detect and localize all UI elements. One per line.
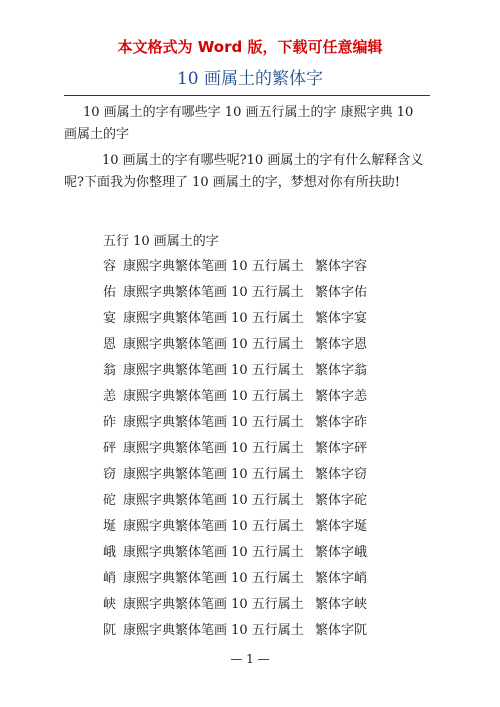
list-item	[103, 284, 367, 310]
list-item	[103, 258, 367, 284]
entry-description: 康熙字典繁体笔画 10 五行属土	[123, 623, 304, 638]
entry-traditional: 繁体字容	[315, 259, 368, 274]
list-item	[103, 388, 367, 414]
list-item	[103, 518, 367, 544]
intro-paragraph: 10 画属土的字有哪些字 10 画五行属土的字 康熙字典 10 画属土的字	[64, 105, 414, 142]
entry-traditional: 繁体字佑	[315, 285, 368, 300]
entry-traditional: 繁体字峨	[315, 545, 368, 560]
entry-character: 宴	[103, 311, 117, 326]
entry-traditional: 繁体字峭	[315, 571, 368, 586]
entry-description: 康熙字典繁体笔画 10 五行属土	[123, 389, 304, 404]
list-item	[103, 596, 367, 622]
entry-traditional: 繁体字砰	[315, 441, 368, 456]
entry-description: 康熙字典繁体笔画 10 五行属土	[123, 597, 304, 612]
entry-traditional: 繁体字宴	[315, 311, 368, 326]
list-item	[103, 492, 367, 518]
list-item	[103, 310, 367, 336]
entry-traditional: 繁体字阢	[315, 623, 368, 638]
entry-description: 康熙字典繁体笔画 10 五行属土	[123, 259, 304, 274]
download-banner: 本文格式为 Word 版，下载可任意编辑	[117, 38, 383, 56]
list-item	[103, 362, 367, 388]
entry-description: 康熙字典繁体笔画 10 五行属土	[123, 311, 304, 326]
entry-character: 窃	[103, 467, 117, 482]
entry-character: 砣	[103, 493, 117, 508]
list-item	[103, 570, 367, 596]
entry-character: 砰	[103, 441, 117, 456]
entry-character: 容	[103, 259, 117, 274]
entry-character: 翁	[103, 363, 117, 378]
entry-description: 康熙字典繁体笔画 10 五行属土	[123, 467, 304, 482]
entry-description: 康熙字典繁体笔画 10 五行属土	[123, 285, 304, 300]
entry-description: 康熙字典繁体笔画 10 五行属土	[123, 571, 304, 586]
entry-traditional: 繁体字砟	[315, 415, 368, 430]
list-item	[103, 622, 367, 648]
character-list	[103, 258, 367, 648]
document-title: 10 画属土的繁体字	[176, 69, 324, 89]
entry-description: 康熙字典繁体笔画 10 五行属土	[123, 519, 304, 534]
entry-character: 阢	[103, 623, 117, 638]
list-item	[103, 466, 367, 492]
list-item	[103, 336, 367, 362]
entry-traditional: 繁体字砣	[315, 493, 368, 508]
entry-character: 佑	[103, 285, 117, 300]
section-heading: 五行 10 画属土的字	[103, 234, 219, 249]
list-item	[103, 544, 367, 570]
entry-character: 峡	[103, 597, 117, 612]
body-paragraph: 10 画属土的字有哪些呢?10 画属土的字有什么解释含义呢?下面我为你整理了 10 画属土的字，梦想对你有所扶助!	[64, 153, 424, 190]
list-item	[103, 414, 367, 440]
entry-traditional: 繁体字恩	[315, 337, 368, 352]
entry-description: 康熙字典繁体笔画 10 五行属土	[123, 545, 304, 560]
entry-description: 康熙字典繁体笔画 10 五行属土	[123, 441, 304, 456]
title-divider	[64, 95, 430, 96]
entry-character: 恙	[103, 389, 117, 404]
entry-character: 峭	[103, 571, 117, 586]
entry-character: 峨	[103, 545, 117, 560]
list-item	[103, 440, 367, 466]
entry-description: 康熙字典繁体笔画 10 五行属土	[123, 337, 304, 352]
entry-traditional: 繁体字峡	[315, 597, 368, 612]
entry-description: 康熙字典繁体笔画 10 五行属土	[123, 493, 304, 508]
entry-description: 康熙字典繁体笔画 10 五行属土	[123, 363, 304, 378]
entry-traditional: 繁体字翁	[315, 363, 368, 378]
entry-traditional: 繁体字埏	[315, 519, 368, 534]
page-number: — 1 —	[230, 652, 270, 666]
entry-character: 埏	[103, 519, 117, 534]
entry-character: 砟	[103, 415, 117, 430]
entry-description: 康熙字典繁体笔画 10 五行属土	[123, 415, 304, 430]
entry-traditional: 繁体字恙	[315, 389, 368, 404]
entry-character: 恩	[103, 337, 117, 352]
entry-traditional: 繁体字窃	[315, 467, 368, 482]
